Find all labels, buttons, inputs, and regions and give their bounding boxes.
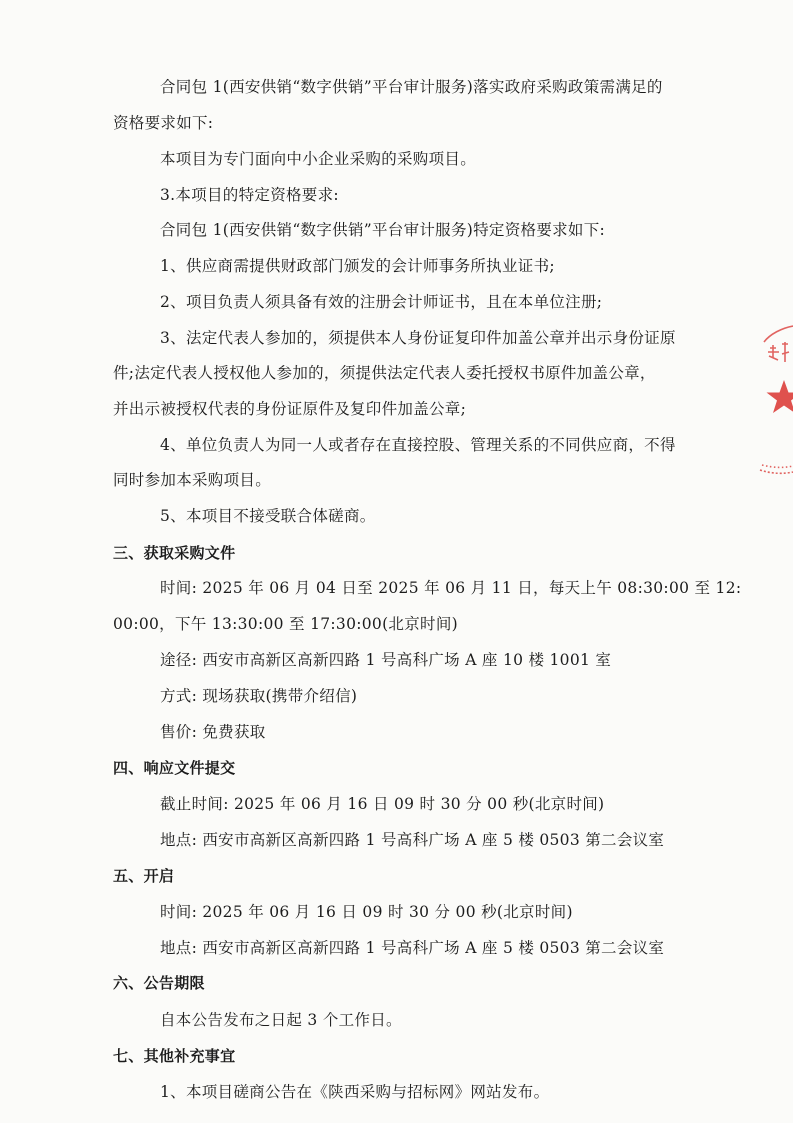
text-line: 截止时间: 2025 年 06 月 16 日 09 时 30 分 00 秒(北京时间)	[160, 795, 605, 813]
text-line: 途径: 西安市高新区高新四路 1 号高科广场 A 座 10 楼 1001 室	[160, 651, 612, 669]
text-line: 合同包 1(西安供销“数字供销”平台审计服务)落实政府采购政策需满足的	[160, 78, 663, 96]
text-line: 本项目为专门面向中小企业采购的采购项目。	[160, 150, 477, 168]
text-line: 同时参加本采购项目。	[113, 471, 272, 489]
text-line: 时间: 2025 年 06 月 04 日至 2025 年 06 月 11 日，每天上午 08:30:00 至 12:	[160, 579, 742, 597]
text-line: 方式: 现场获取(携带介绍信)	[160, 687, 358, 705]
seal-star	[767, 380, 793, 413]
text-line: 3、法定代表人参加的，须提供本人身份证复印件加盖公章并出示身份证原	[160, 329, 676, 347]
text-line: 件;法定代表人授权他人参加的，须提供法定代表人委托授权书原件加盖公章，	[113, 364, 656, 382]
text-line: 4、单位负责人为同一人或者存在直接控股、管理关系的不同供应商，不得	[160, 436, 676, 454]
text-line: 3.本项目的特定资格要求:	[160, 186, 339, 204]
text-line: 地点: 西安市高新区高新四路 1 号高科广场 A 座 5 楼 0503 第二会议室	[160, 939, 665, 957]
text-line: 5、本项目不接受联合体磋商。	[160, 507, 376, 525]
text-line: 自本公告发布之日起 3 个工作日。	[160, 1011, 402, 1029]
text-line: 合同包 1(西安供销“数字供销”平台审计服务)特定资格要求如下:	[160, 221, 606, 239]
text-line: 资格要求如下:	[113, 114, 214, 132]
text-line: 地点: 西安市高新区高新四路 1 号高科广场 A 座 5 楼 0503 第二会议室	[160, 831, 665, 849]
seal-star-icon	[752, 318, 793, 488]
section-heading: 五、开启	[113, 867, 175, 885]
section-heading: 三、获取采购文件	[113, 544, 236, 562]
text-line: 2、项目负责人须具备有效的注册会计师证书，且在本单位注册;	[160, 293, 603, 311]
text-line: 并出示被授权代表的身份证原件及复印件加盖公章;	[113, 400, 467, 418]
text-line: 售价: 免费获取	[160, 723, 266, 741]
text-line: 00:00，下午 13:30:00 至 17:30:00(北京时间)	[113, 615, 458, 633]
section-heading: 七、其他补充事宜	[113, 1047, 236, 1065]
text-line: 时间: 2025 年 06 月 16 日 09 时 30 分 00 秒(北京时间)	[160, 903, 573, 921]
text-line: 1、供应商需提供财政部门颁发的会计师事务所执业证书;	[160, 257, 555, 275]
section-heading: 六、公告期限	[113, 974, 205, 992]
text-line: 1、本项目磋商公告在《陕西采购与招标网》网站发布。	[160, 1083, 550, 1101]
section-heading: 四、响应文件提交	[113, 759, 236, 777]
